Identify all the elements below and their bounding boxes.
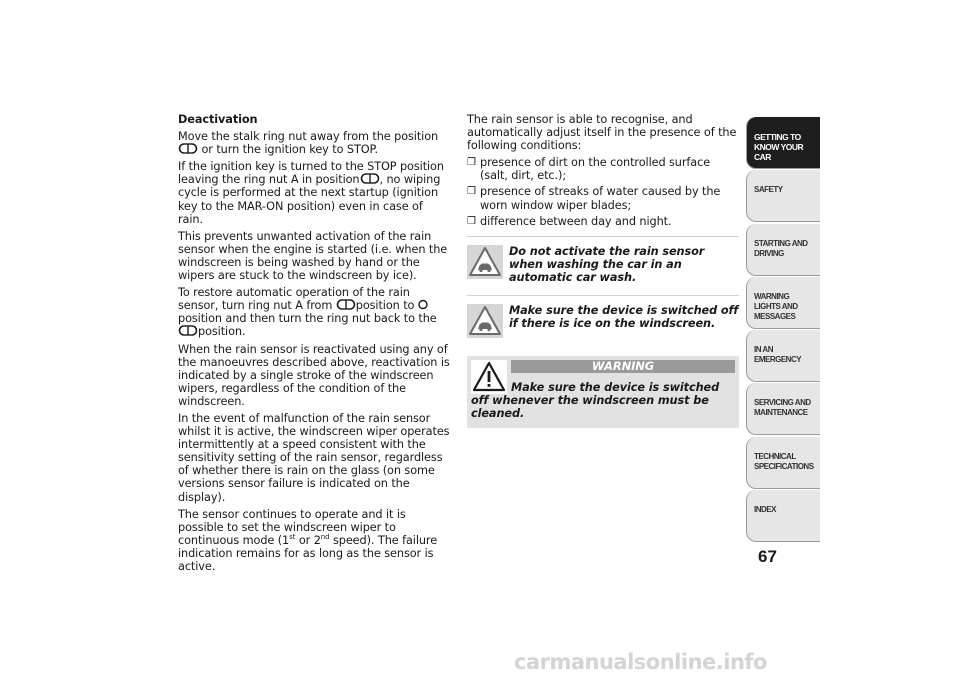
paragraph-sensor-intro: The rain sensor is able to recognise, and automatically adjust itself in the presence of the following conditions: <box>467 113 737 153</box>
warning-box <box>467 356 739 428</box>
paragraph-prevent-activation: This prevents unwanted activation of the rain sensor when the engine is started (i.e. when the windscreen is being washed by hand or the wipers are stuck to the windscreen by ice). <box>178 229 448 283</box>
checkbox-bullet-icon: ❒ <box>467 157 476 169</box>
tab-safety[interactable]: SAFETY <box>746 170 820 222</box>
caution-note-ice <box>467 295 739 346</box>
tab-index[interactable]: INDEX <box>746 490 820 542</box>
right-column <box>467 113 739 428</box>
chapter-tabs <box>746 117 820 543</box>
paragraph-restore-operation: To restore automatic operation of the rain sensor, turn ring nut A from position to position and then turn the ring nut back to the position. <box>178 286 437 339</box>
paragraph-move-stalk: Move the stalk ring nut away from the position or turn the ignition key to STOP. <box>178 130 439 157</box>
caution-note-car-wash <box>467 236 739 287</box>
left-column <box>178 113 450 577</box>
auto-wiper-symbol-icon <box>336 299 356 310</box>
warning-text: Make sure the device is switched off whenever the windscreen must be cleaned. <box>471 380 720 420</box>
paragraph-continuous-mode: The sensor continues to operate and it is possible to set the windscreen wiper to continuous mode (1st or 2nd speed). The failure indication remains for as long as the sensor is active. <box>178 507 438 573</box>
paragraph-ignition-stop: If the ignition key is turned to the STOP position leaving the ring nut A in position , no wiping cycle is performed at the next startup (ignition key to the MAR-ON position) even in case of rain. <box>178 160 444 226</box>
list-item: ❒ difference between day and night. <box>467 214 672 228</box>
tab-in-an-emergency[interactable]: IN AN EMERGENCY <box>746 330 820 382</box>
checkbox-bullet-icon: ❒ <box>467 186 476 198</box>
paragraph-malfunction: In the event of malfunction of the rain sensor whilst it is active, the windscreen wiper operates intermittently at a speed consistent with the sensitivity setting of the rain sensor, regardless of whether there is rain on the glass (on some versions sensor failure is indicated on the display). <box>178 411 450 504</box>
warning-title: WARNING <box>511 360 735 373</box>
caution-note-text: Make sure the device is switched off if there is ice on the windscreen. <box>509 303 739 330</box>
checkbox-bullet-icon: ❒ <box>467 215 476 227</box>
list-item: ❒ presence of streaks of water caused by the worn window wiper blades; <box>467 185 721 212</box>
tab-warning-lights-and-messages[interactable]: WARNING LIGHTS AND MESSAGES <box>746 277 820 329</box>
watermark: carmanualsonline.info <box>514 650 767 674</box>
caution-car-icon <box>467 245 503 279</box>
caution-note-text: Do not activate the rain sensor when washing the car in an automatic car wash. <box>509 244 705 284</box>
tab-starting-and-driving[interactable]: STARTING AND DRIVING <box>746 224 820 276</box>
auto-wiper-symbol-icon <box>178 325 198 336</box>
paragraph-reactivation: When the rain sensor is reactivated using any of the manoeuvres described above, reactivation is indicated by a single stroke of the windscreen wipers, regardless of the condition of the windscreen. <box>178 342 450 408</box>
tab-servicing-and-maintenance[interactable]: SERVICING AND MAINTENANCE <box>746 383 820 435</box>
page-number: 67 <box>758 547 777 566</box>
warning-triangle-icon <box>471 360 507 394</box>
section-heading: Deactivation <box>178 113 258 126</box>
off-position-circle-icon <box>418 299 428 310</box>
list-item: ❒ presence of dirt on the controlled surface (salt, dirt, etc.); <box>467 156 711 183</box>
tab-getting-to-know-your-car[interactable]: GETTING TO KNOW YOUR CAR <box>746 117 820 169</box>
tab-technical-specifications[interactable]: TECHNICAL SPECIFICATIONS <box>746 437 820 489</box>
auto-wiper-symbol-icon <box>360 173 380 184</box>
auto-wiper-symbol-icon <box>178 143 198 154</box>
caution-car-icon <box>467 304 503 338</box>
